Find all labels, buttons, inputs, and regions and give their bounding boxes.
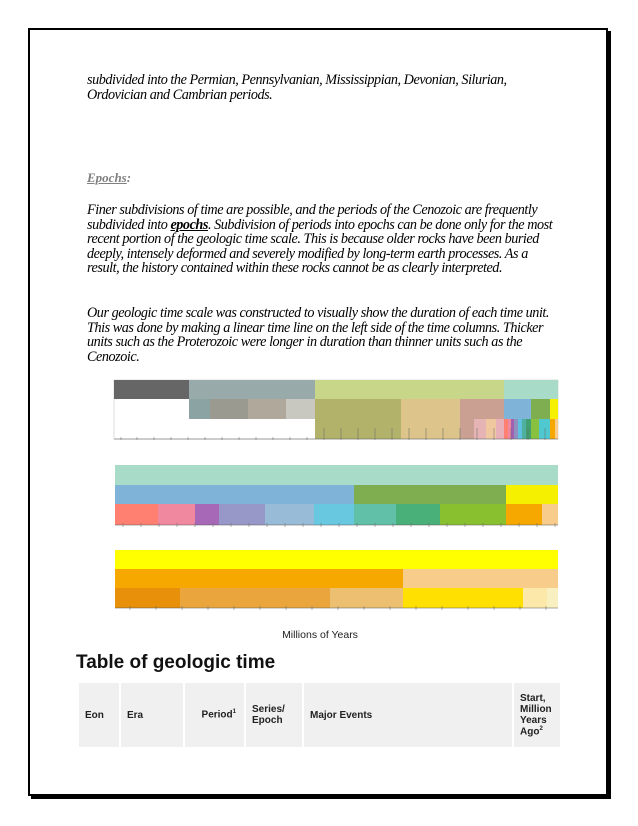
cenozoic-band-small xyxy=(550,399,558,419)
eocene-band xyxy=(180,588,330,608)
miocene-band xyxy=(403,588,523,608)
neogene-mini xyxy=(555,419,558,439)
silurian-band xyxy=(195,504,219,525)
timeline-panel-1 xyxy=(114,380,558,440)
header-period-footnote[interactable]: 1 xyxy=(232,709,236,716)
mesozoic-band-small xyxy=(531,399,550,419)
archean-band xyxy=(189,380,315,399)
silurian-mini xyxy=(511,419,514,439)
phanerozoic-eon-band xyxy=(115,465,558,485)
triassic-mini xyxy=(526,419,531,439)
header-period-label: Period xyxy=(201,709,233,721)
epochs-heading xyxy=(87,170,131,186)
proterozoic-band xyxy=(315,380,504,399)
paleozoic-era-band xyxy=(115,485,354,504)
pleistocene-band xyxy=(547,588,558,608)
paleozoic-band-small xyxy=(504,399,531,419)
eoarchean-band xyxy=(189,399,210,419)
header-series-epoch: Series/ Epoch xyxy=(246,683,302,747)
table-title: Table of geologic time xyxy=(76,652,276,673)
timeline-panel-3 xyxy=(115,550,558,610)
cenozoic-full-band xyxy=(115,550,558,569)
timeline-panel-2 xyxy=(115,465,558,527)
table-header-row xyxy=(79,683,560,747)
geologic-time-scale-chart xyxy=(112,378,562,614)
paleoarchean-band xyxy=(210,399,248,419)
cambrian-band xyxy=(115,504,158,525)
jurassic-band xyxy=(440,504,506,525)
cryogenian-band xyxy=(474,419,486,439)
pennsylvanian-band xyxy=(314,504,354,525)
paleocene-band xyxy=(115,588,180,608)
cretaceous-mini xyxy=(539,419,550,439)
header-start xyxy=(514,683,560,747)
permian-band xyxy=(354,504,396,525)
time-scale-paragraph: Our geologic time scale was constructed to visually show the duration of each time unit. This was done by making a linear time line on the left side of the time columns. Thicker units such as the Proterozoic were longer in duration than thinner units such as the Cenozoic. xyxy=(87,305,550,365)
neoproterozoic-band xyxy=(460,399,504,419)
header-major-events: Major Events xyxy=(304,683,512,747)
epochs-heading-text: Epochs xyxy=(87,170,127,185)
oligocene-band xyxy=(330,588,403,608)
x-axis-label: Millions of Years xyxy=(282,629,358,641)
neoarchean-band xyxy=(286,399,315,419)
mesoproterozoic-band xyxy=(401,399,460,419)
ordovician-band xyxy=(158,504,195,525)
cretaceous-band xyxy=(506,504,542,525)
epochs-paragraph xyxy=(87,203,557,276)
jurassic-mini xyxy=(531,419,539,439)
geologic-time-table xyxy=(77,683,562,747)
phanerozoic-band xyxy=(504,380,558,399)
devonian-mini xyxy=(514,419,518,439)
mesozoic-era-band xyxy=(354,485,506,504)
devonian-band xyxy=(219,504,265,525)
pliocene-band xyxy=(523,588,547,608)
ediacaran-band xyxy=(486,419,496,439)
epochs-keyword[interactable]: epochs xyxy=(170,216,208,233)
ordovician-mini xyxy=(508,419,511,439)
header-eon: Eon xyxy=(79,683,119,747)
tonian-band xyxy=(460,419,474,439)
header-start-label: Start, Million Years Ago xyxy=(520,692,552,738)
late-neoproterozoic-band xyxy=(496,419,504,439)
permian-mini xyxy=(522,419,526,439)
epochs-paragraph-start: Finer subdivisions of time are possible, and the periods of the Cenozoic are frequently subdivided into xyxy=(87,202,538,233)
mississippian-band xyxy=(265,504,314,525)
header-era: Era xyxy=(121,683,183,747)
header-start-footnote[interactable]: 2 xyxy=(539,725,543,732)
cenozoic-era-band xyxy=(506,485,558,504)
proterozoic-period-row-2 xyxy=(401,419,460,439)
epochs-paragraph-end: . Subdivision of periods into epochs can be done only for the most recent portion of the geologic time scale. This is because older rocks have been buried deeply, intensely deformed and severely modified by long-term earth processes. As a result, the history contained within these rocks cannot be as clearly interpreted. xyxy=(87,216,553,277)
cambrian-mini xyxy=(504,419,508,439)
paleogene-period-band xyxy=(115,569,403,588)
header-period xyxy=(185,683,244,747)
hadean-band xyxy=(114,380,189,399)
paleoproterozoic-band xyxy=(315,399,401,419)
intro-paragraph: subdivided into the Permian, Pennsylvanian, Mississippian, Devonian, Silurian, Ordovician and Cambrian periods. xyxy=(87,72,507,103)
mesoarchean-band xyxy=(248,399,286,419)
carboniferous-mini xyxy=(518,419,522,439)
triassic-band xyxy=(396,504,440,525)
epochs-heading-colon: : xyxy=(126,170,132,185)
paleogene-band xyxy=(542,504,558,525)
paleogene-mini xyxy=(550,419,555,439)
neogene-period-band xyxy=(403,569,558,588)
